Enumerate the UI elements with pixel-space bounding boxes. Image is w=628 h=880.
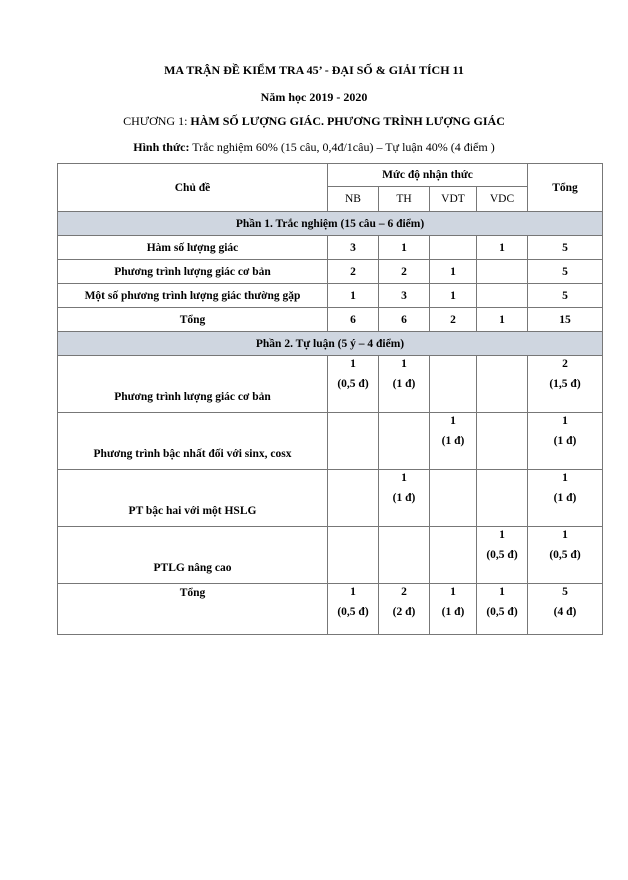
cell-count: 1 <box>450 586 456 598</box>
level-vdc: VDC <box>477 187 528 212</box>
row-topic: Phương trình lượng giác cơ bản <box>58 356 328 413</box>
cell <box>328 527 379 584</box>
cell-points: (0,5 đ) <box>486 549 518 561</box>
cell-points: (0,5 đ) <box>549 549 581 561</box>
cell <box>528 584 603 635</box>
part2-title: Phần 2. Tự luận (5 ý – 4 điểm) <box>58 332 603 356</box>
cell <box>328 413 379 470</box>
part1-title: Phần 1. Trắc nghiệm (15 câu – 6 điểm) <box>58 212 603 236</box>
format-text: Trắc nghiệm 60% (15 câu, 0,4đ/1câu) – Tự luận 40% (4 điểm ) <box>189 140 495 154</box>
cell-count: 1 <box>562 472 568 484</box>
col-topic-header: Chủ đề <box>58 164 328 212</box>
cell: 15 <box>528 308 603 332</box>
table-row <box>58 284 603 308</box>
cell-count: 1 <box>350 586 356 598</box>
cell-points: (1 đ) <box>553 435 577 447</box>
cell: 3 <box>379 284 430 308</box>
cell: 5 <box>528 260 603 284</box>
cell-count: 2 <box>562 358 568 370</box>
row-topic: Phương trình bậc nhất đối với sinx, cosx <box>58 413 328 470</box>
cell <box>430 527 477 584</box>
cell: 3 <box>328 236 379 260</box>
row-topic: Tổng <box>58 308 328 332</box>
level-nb: NB <box>328 187 379 212</box>
cell-count: 1 <box>450 415 456 427</box>
cell-count: 1 <box>499 529 505 541</box>
cell: 1 <box>477 236 528 260</box>
cell <box>328 470 379 527</box>
cell <box>379 527 430 584</box>
cell: 1 <box>430 260 477 284</box>
cell <box>528 413 603 470</box>
row-topic: PT bậc hai với một HSLG <box>58 470 328 527</box>
cell-points: (1 đ) <box>553 492 577 504</box>
document-title: MA TRẬN ĐỀ KIỂM TRA 45’ - ĐẠI SỐ & GIẢI TÍCH 11 <box>164 63 464 77</box>
cell <box>528 356 603 413</box>
exam-matrix-table <box>57 163 603 635</box>
cell <box>430 470 477 527</box>
cell: 6 <box>379 308 430 332</box>
cell <box>379 470 430 527</box>
cell: 6 <box>328 308 379 332</box>
cell: 2 <box>328 260 379 284</box>
cell-count: 1 <box>401 358 407 370</box>
cell: 1 <box>328 284 379 308</box>
chapter-heading <box>0 114 628 129</box>
cell-points: (2 đ) <box>392 606 416 618</box>
table-row <box>58 413 603 470</box>
cell-count: 2 <box>401 586 407 598</box>
cell <box>430 356 477 413</box>
section-row <box>58 332 603 356</box>
cell-points: (1 đ) <box>392 492 416 504</box>
school-year: Năm học 2019 - 2020 <box>260 90 368 104</box>
cell: 1 <box>477 308 528 332</box>
table-row <box>58 470 603 527</box>
cell <box>430 236 477 260</box>
table-row <box>58 527 603 584</box>
level-th: TH <box>379 187 430 212</box>
row-topic: Một số phương trình lượng giác thường gặp <box>58 284 328 308</box>
row-topic: Hàm số lượng giác <box>58 236 328 260</box>
part2-total-row <box>58 584 603 635</box>
cell: 5 <box>528 236 603 260</box>
cell <box>379 413 430 470</box>
cell-count: 1 <box>562 415 568 427</box>
table-row <box>58 236 603 260</box>
cell-count: 1 <box>499 586 505 598</box>
cell <box>477 413 528 470</box>
cell: 2 <box>379 260 430 284</box>
cell <box>528 527 603 584</box>
cell: 1 <box>430 284 477 308</box>
cell: 1 <box>379 236 430 260</box>
exam-format <box>0 140 628 155</box>
cell <box>477 584 528 635</box>
cell-points: (4 đ) <box>553 606 577 618</box>
cell-points: (0,5 đ) <box>337 378 369 390</box>
cell <box>477 470 528 527</box>
cell-points: (0,5 đ) <box>486 606 518 618</box>
level-vdt: VDT <box>430 187 477 212</box>
table-row <box>58 260 603 284</box>
cell <box>477 356 528 413</box>
col-total-header: Tổng <box>528 164 603 212</box>
section-row <box>58 212 603 236</box>
cell <box>477 260 528 284</box>
row-topic: Phương trình lượng giác cơ bản <box>58 260 328 284</box>
cell-count: 1 <box>350 358 356 370</box>
cell-points: (1 đ) <box>392 378 416 390</box>
cell-count: 1 <box>401 472 407 484</box>
cell <box>430 413 477 470</box>
col-level-header: Mức độ nhận thức <box>328 164 528 187</box>
cell-points: (1 đ) <box>441 606 465 618</box>
cell-count: 1 <box>562 529 568 541</box>
cell-points: (0,5 đ) <box>337 606 369 618</box>
cell <box>477 284 528 308</box>
cell-points: (1,5 đ) <box>549 378 581 390</box>
chapter-prefix: CHƯƠNG 1: <box>123 114 191 128</box>
cell-points: (1 đ) <box>441 435 465 447</box>
cell <box>328 356 379 413</box>
cell <box>430 584 477 635</box>
row-topic: PTLG nâng cao <box>58 527 328 584</box>
cell <box>328 584 379 635</box>
cell: 2 <box>430 308 477 332</box>
cell <box>477 527 528 584</box>
table-row <box>58 356 603 413</box>
cell <box>528 470 603 527</box>
cell <box>379 584 430 635</box>
header-row <box>58 164 603 187</box>
cell-count: 5 <box>562 586 568 598</box>
row-topic: Tổng <box>58 584 328 635</box>
cell <box>379 356 430 413</box>
format-label: Hình thức: <box>133 140 190 154</box>
cell: 5 <box>528 284 603 308</box>
chapter-title: HÀM SỐ LƯỢNG GIÁC. PHƯƠNG TRÌNH LƯỢNG GIÁC <box>190 114 505 128</box>
part1-total-row <box>58 308 603 332</box>
